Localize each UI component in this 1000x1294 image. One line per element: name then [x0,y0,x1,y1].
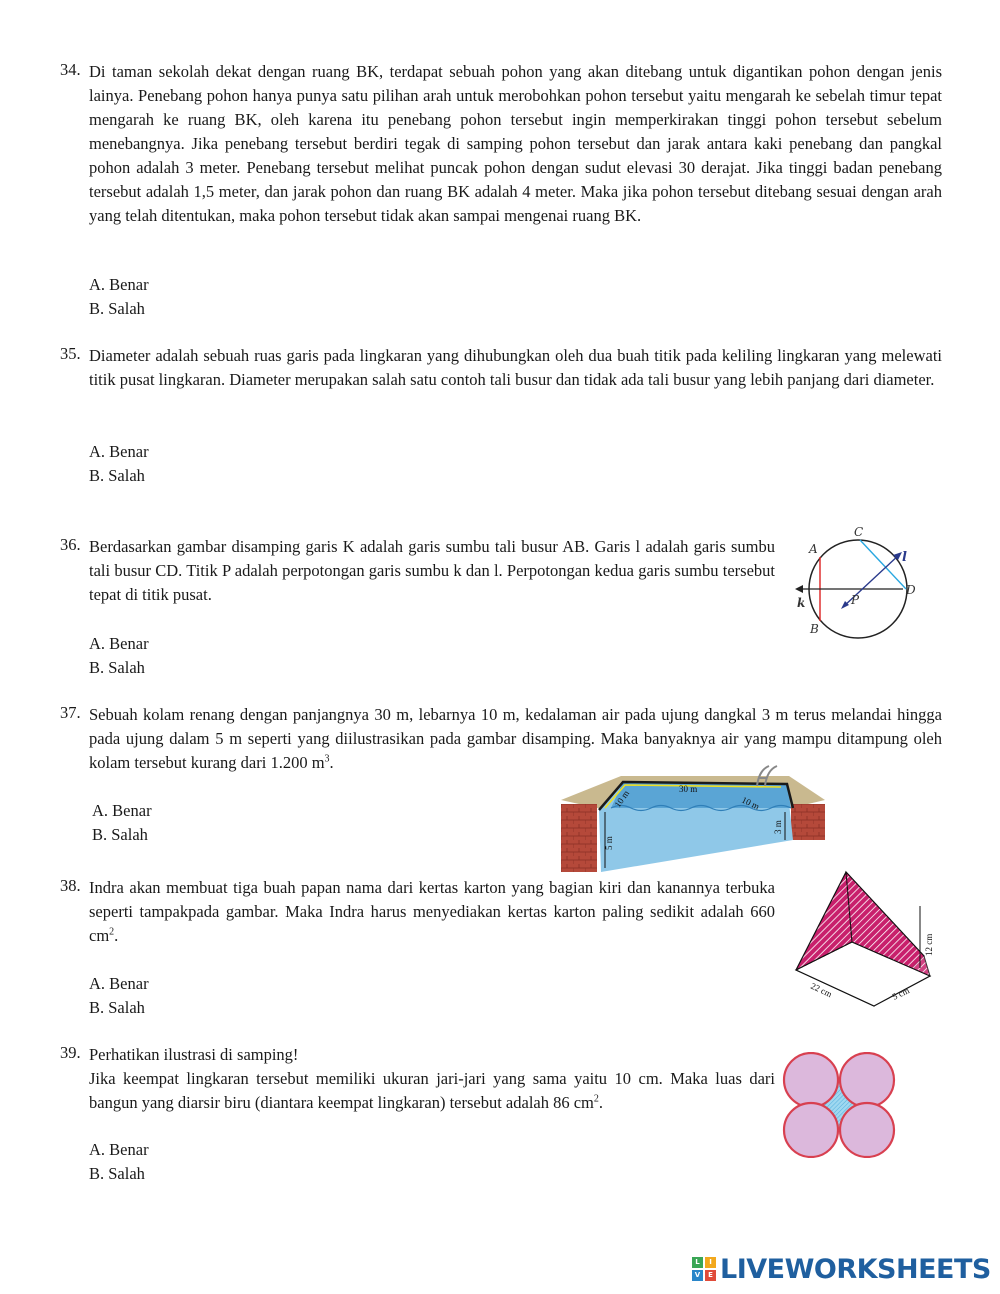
axis-k-arrow [795,585,803,593]
liveworksheets-logo [692,1254,991,1284]
option-a[interactable]: A. Benar [89,275,149,294]
question-text: Berdasarkan gambar disamping garis K adalah garis sumbu tali busur AB. Garis l adalah garis sumbu tali busur CD. Titik P adalah perpotongan garis sumbu k dan l. Perpotongan kedua garis sumbu tersebut tepat di titik pusat. [89,537,775,604]
label-c: C [854,525,864,539]
question-number: 39. [60,1043,81,1062]
circle-bottom-right [840,1103,894,1157]
width-left-label: 10 m [612,788,632,810]
question-number: 34. [60,60,81,79]
right-brick-wall [791,804,825,840]
question-text: Indra akan membuat tiga buah papan nama dari kertas karton yang bagian kiri dan kanannya terbuka seperti tampakpada gambar. Maka Indra harus menyediakan kertas karton paling sedikit adalah 660 $cm^2$. [89,878,775,945]
question-text: Sebuah kolam renang dengan panjangnya 30 m, lebarnya 10 m, kedalaman air pada ujung dangkal 3 m terus melandai hingga pada ujung dalam 5 m seperti yang diilustrasikan pada gambar disamping. Maka banyaknya air yang mampu ditampung oleh kolam tersebut kurang dari 1.200 $m^3$. [89,705,942,772]
circle-top-right [840,1053,894,1107]
width-right-label: 10 m [740,794,761,812]
option-a[interactable]: A. Benar [89,1140,149,1159]
option-b[interactable]: B. Salah [89,1164,145,1183]
logo-mark-icon: L I V E [692,1257,716,1281]
option-a[interactable]: A. Benar [92,801,152,820]
shallow-label: 3 m [773,820,783,834]
logo-text: LIVEWORKSHEETS [720,1253,991,1285]
question-text: Perhatikan ilustrasi di samping! Jika keempat lingkaran tersebut memiliki ukuran jari-jari yang sama yaitu 10 cm. Maka luas dari bangun yang diarsir biru (diantara keempat lingkaran) tersebut adalah 86 $cm^2$. [89,1045,775,1112]
option-a[interactable]: A. Benar [89,634,149,653]
deep-label: 5 m [604,836,614,850]
question-number: 38. [60,876,81,895]
option-a[interactable]: A. Benar [89,442,149,461]
name-board-prism-figure [790,864,950,1012]
four-circles-figure [780,1052,900,1158]
depth-label: 5 cm [890,985,911,1002]
swimming-pool-figure [561,760,825,874]
question-34 [60,60,942,228]
label-k: k [797,596,806,610]
question-number: 35. [60,344,81,363]
label-l: l [902,550,907,565]
option-b[interactable]: B. Salah [89,658,145,677]
circle-top-left [784,1053,838,1107]
option-b[interactable]: B. Salah [92,825,148,844]
left-brick-wall [561,804,597,872]
option-b[interactable]: B. Salah [89,998,145,1017]
label-b: B [810,622,819,636]
question-number: 37. [60,703,81,722]
length-label: 30 m [679,784,698,794]
label-a: A [809,542,818,556]
height-label: 12 cm [924,933,934,956]
label-p: P [851,593,860,607]
option-b[interactable]: B. Salah [89,299,145,318]
length-label: 22 cm [809,980,834,1000]
question-text: Di taman sekolah dekat dengan ruang BK, terdapat sebuah pohon yang akan ditebang untuk digantikan pohon dengan jenis lainya. Penebang pohon hanya punya satu pilihan arah untuk merobohkan pohon tersebut yaitu mengarah ke sebelah timur tepat mengarah ke ruang BK, oleh karena itu penebang pohon tersebut ingin memperkirakan tinggi pohon tersebut sebelum menebangnya. Jika penebang tersebut berdiri tegak di samping pohon tersebut dan jarak antara kaki penebang dan pangkal pohon adalah 3 meter. Penebang tersebut melihat puncak pohon dengan sudut elevasi 30 derajat. Jika tinggi badan penebang tersebut adalah 1,5 meter, dan jarak pohon dan ruang BK adalah 4 meter. Maka jika pohon tersebut ditebang sesuai dengan arah yang telah ditentukan, maka pohon tersebut tidak akan sampai mengenai ruang BK. [89,62,942,225]
circle-chord-figure [785,522,935,640]
question-number: 36. [60,535,81,554]
circle-bottom-left [784,1103,838,1157]
option-a[interactable]: A. Benar [89,974,149,993]
question-text: Diameter adalah sebuah ruas garis pada lingkaran yang dihubungkan oleh dua buah titik pada keliling lingkaran yang melewati titik pusat lingkaran. Diameter merupakan salah satu contoh tali busur dan tidak ada tali busur yang lebih panjang dari diameter. [89,346,942,389]
label-d: D [906,583,916,597]
question-35 [60,344,942,392]
option-b[interactable]: B. Salah [89,466,145,485]
